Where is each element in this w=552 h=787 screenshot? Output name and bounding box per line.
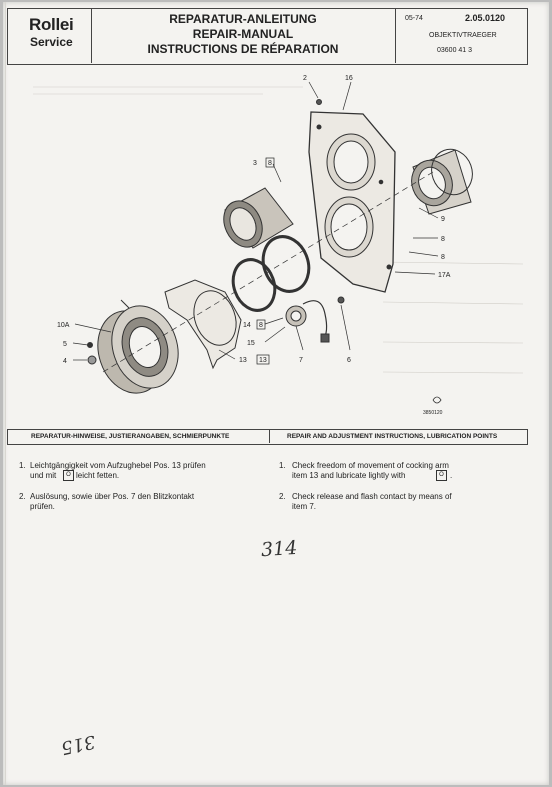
- screw-2: [317, 100, 322, 105]
- screw-5: [88, 343, 93, 348]
- header-logo-divider: [91, 8, 92, 63]
- callout-5: 5: [63, 341, 67, 348]
- page-margin-line: [5, 2, 6, 785]
- de-item-2-line2: prüfen.: [30, 502, 55, 511]
- washer-4: [88, 356, 96, 364]
- title-german: REPARATUR-ANLEITUNG: [169, 12, 317, 26]
- title-english: REPAIR-MANUAL: [192, 27, 294, 41]
- brand-logo: Rollei: [29, 15, 74, 34]
- en-item-1-number: 1.: [279, 461, 286, 470]
- front-ring: [88, 297, 189, 402]
- title-french: INSTRUCTIONS DE RÉPARATION: [147, 42, 339, 56]
- de-item-2-line1: Auslösung, sowie über Pos. 7 den Blitzkontakt: [30, 492, 195, 501]
- callout-7: 7: [299, 357, 303, 364]
- lubrication-symbol-icon: O: [63, 470, 74, 481]
- mounting-plate: [309, 112, 395, 292]
- ring-small: [226, 254, 281, 317]
- lubrication-symbol-icon: O: [436, 470, 447, 481]
- de-item-1-line2b: leicht fetten.: [76, 471, 120, 480]
- callout-13: 13: [239, 357, 247, 364]
- callout-8b: 8: [441, 254, 445, 261]
- callout-10A: 10A: [57, 322, 70, 329]
- de-item-2-number: 2.: [19, 492, 26, 501]
- callout-17A: 17A: [438, 272, 451, 279]
- section-heading-english: REPAIR AND ADJUSTMENT INSTRUCTIONS, LUBRICATION POINTS: [287, 433, 498, 440]
- lens-barrel-3: [217, 188, 293, 253]
- callout-8-box: 8: [268, 160, 272, 167]
- screw-6: [338, 297, 344, 303]
- callout-16: 16: [345, 75, 353, 82]
- exploded-diagram: [3, 66, 549, 426]
- callout-13-box: 13: [259, 357, 267, 364]
- handwritten-page-number: 314: [260, 536, 298, 562]
- revision-date: 05-74: [405, 15, 423, 22]
- section-heading-german: REPARATUR-HINWEISE, JUSTIERANGABEN, SCHMIERPUNKTE: [31, 433, 230, 440]
- callout-6: 6: [347, 357, 351, 364]
- en-item-1-line2b: .: [450, 471, 453, 480]
- header-meta-divider: [395, 8, 396, 63]
- de-item-1-line1: Leichtgängigkeit vom Aufzughebel Pos. 13 prüfen: [30, 461, 206, 470]
- callout-2: 2: [303, 75, 307, 82]
- part-name: OBJEKTIVTRAEGER: [429, 32, 497, 39]
- handwritten-corner-mark: 315: [59, 730, 98, 759]
- en-item-1-line1: Check freedom of movement of cocking arm: [292, 461, 449, 470]
- callout-9: 9: [441, 216, 445, 223]
- de-item-1-number: 1.: [19, 461, 26, 470]
- en-item-2-line1: Check release and flash contact by means of: [292, 492, 452, 501]
- en-item-2-line2: item 7.: [292, 502, 317, 511]
- callout-15: 15: [247, 340, 255, 347]
- brand-subtitle: Service: [30, 35, 73, 49]
- callout-8a: 8: [441, 236, 445, 243]
- figure-code: 3850120: [423, 410, 443, 416]
- section-header-divider: [269, 429, 270, 443]
- callout-3: 3: [253, 160, 257, 167]
- part-number: 03600 41 3: [437, 47, 473, 54]
- callout-14: 14: [243, 322, 251, 329]
- document-number: 2.05.0120: [465, 13, 506, 23]
- de-item-1-line2: und mit: [30, 471, 57, 480]
- callout-4: 4: [63, 358, 67, 365]
- manual-page: [3, 2, 549, 785]
- en-item-2-number: 2.: [279, 492, 286, 501]
- lens-tube: [405, 144, 478, 214]
- en-item-1-line2: item 13 and lubricate lightly with: [292, 471, 406, 480]
- callout-8-box2: 8: [259, 322, 263, 329]
